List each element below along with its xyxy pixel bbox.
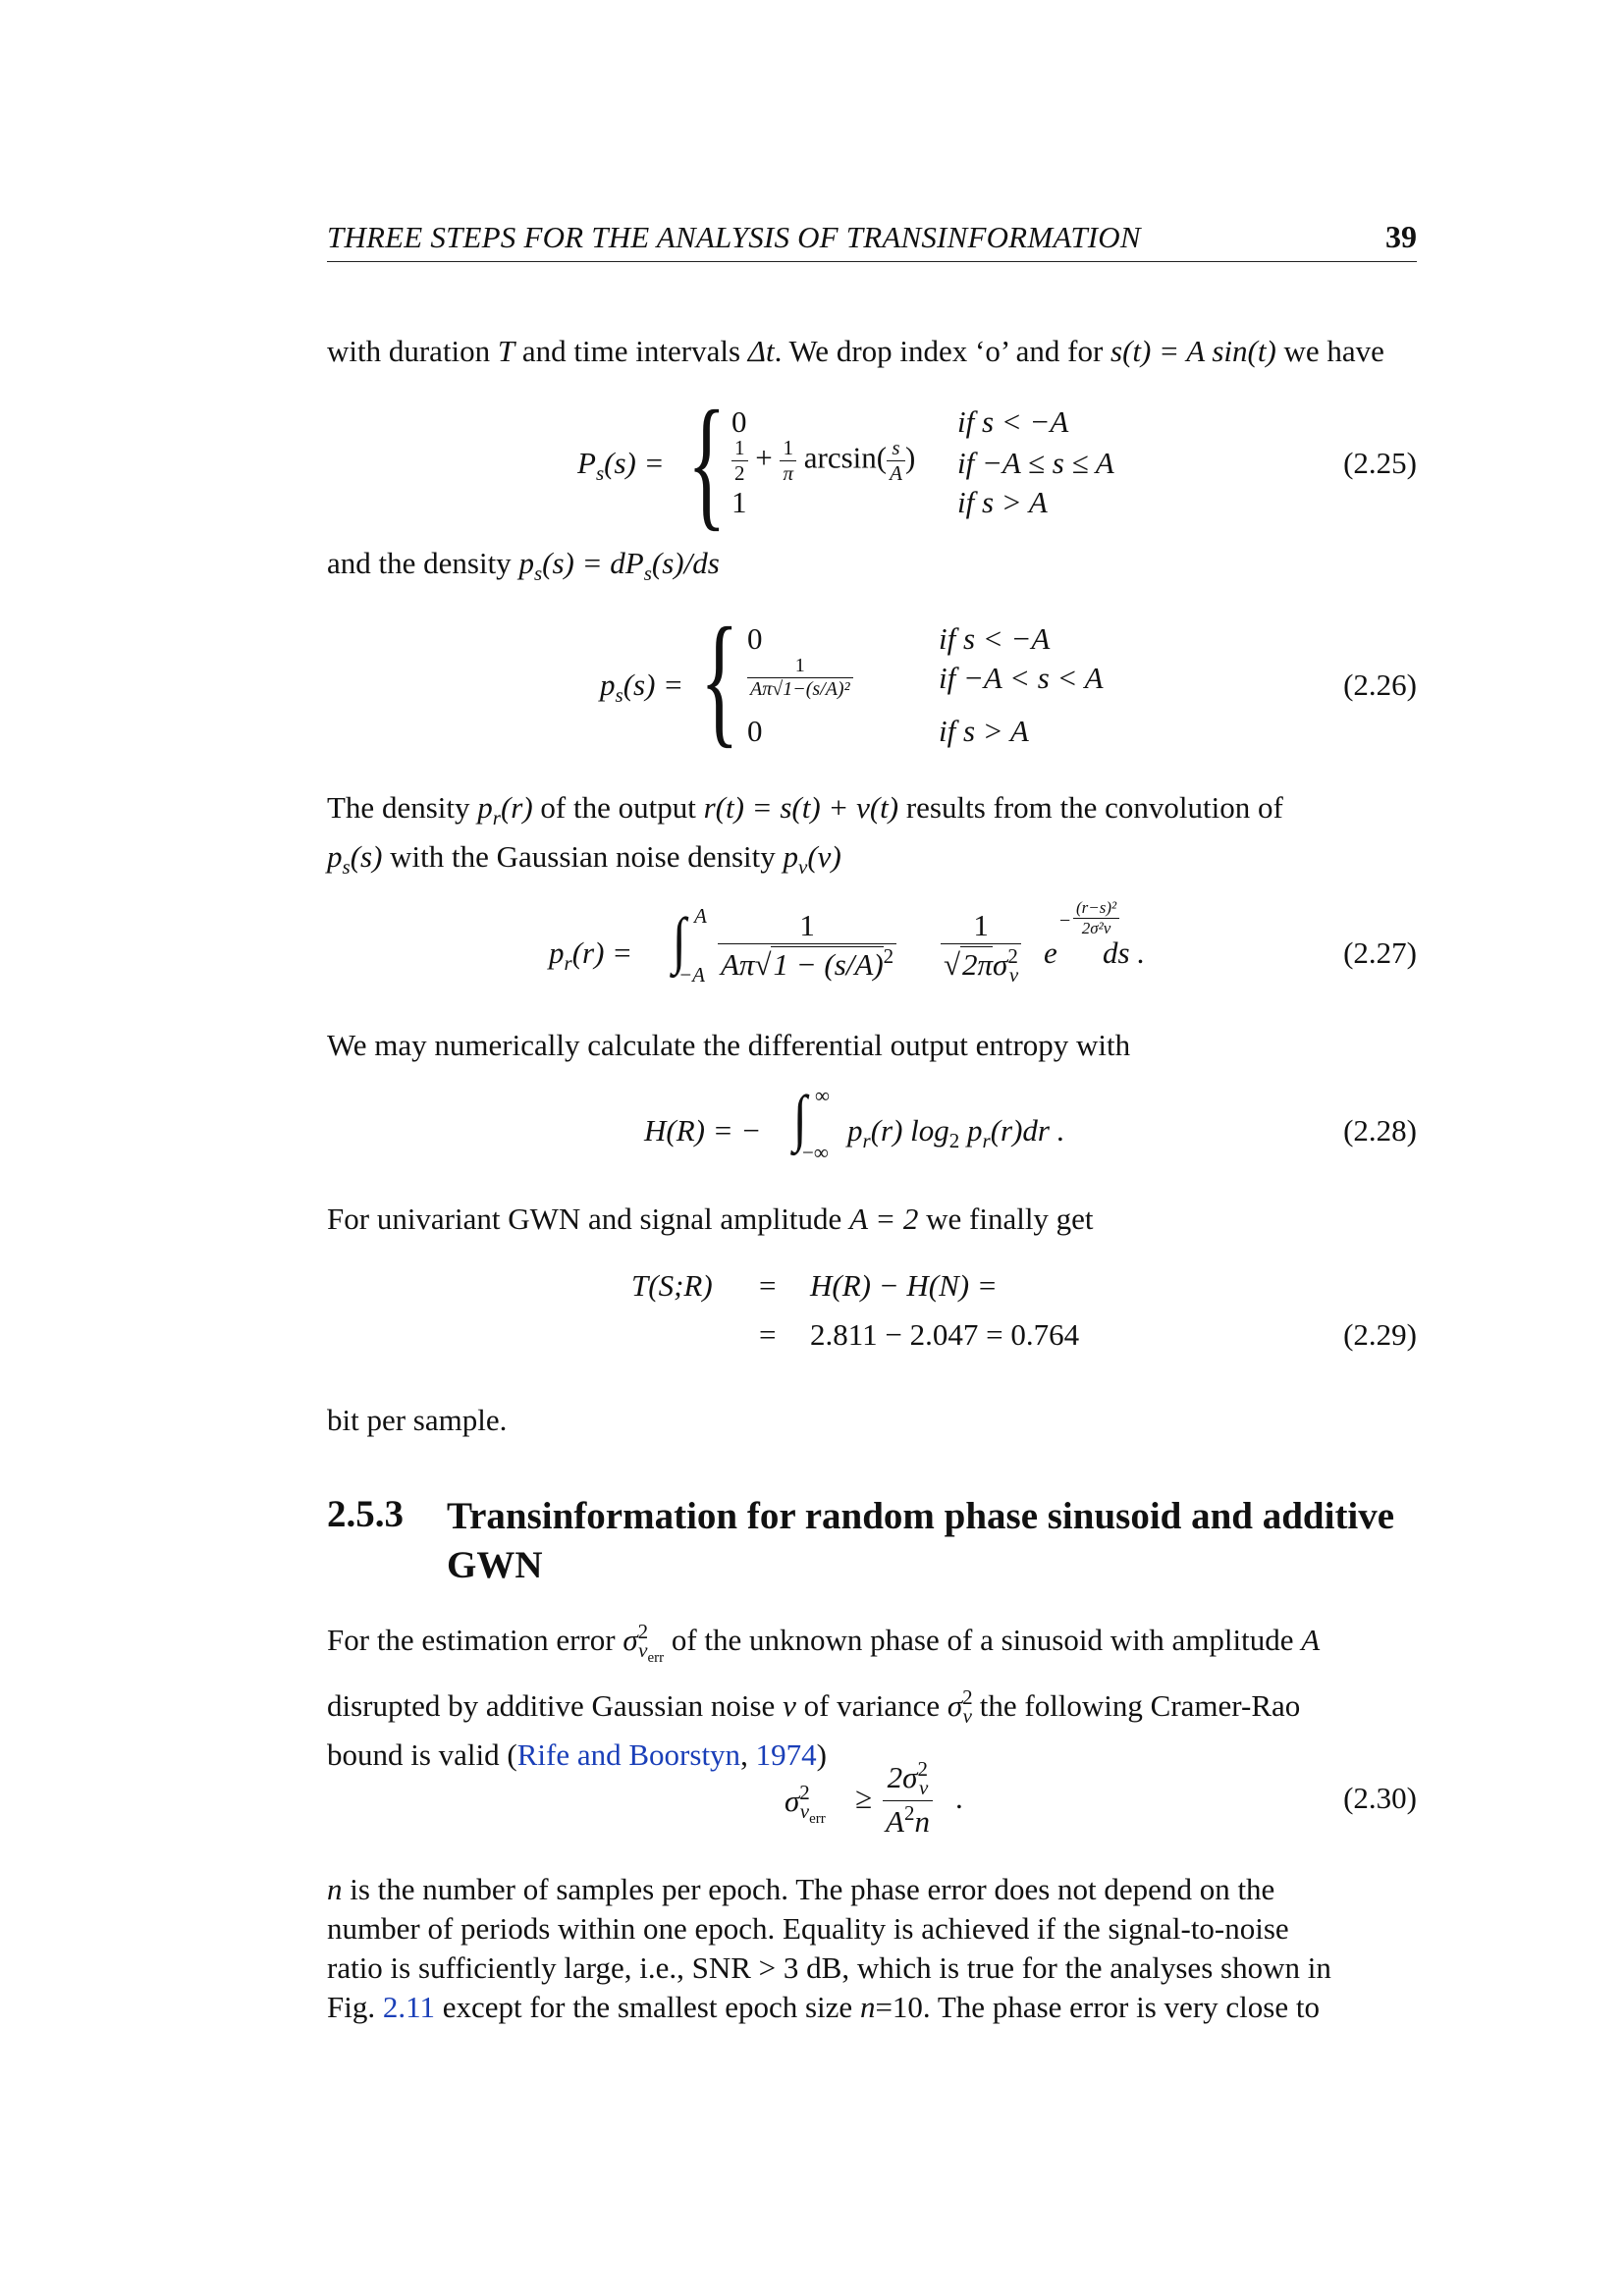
eq-rhs-1: H(R) − H(N) = <box>810 1268 998 1303</box>
paragraph-cramer-rao: For the estimation error $\sigma^2_{\nu err}$ of the unknown phase of a sinusoid with amplitude A disrupted by additive Gaussian noise ν of variance $\sigma^2_\nu$ the following Cramer-Rao bound is valid (Rife and Boorstyn, 1974) <box>327 1620 1321 1772</box>
equation-2-28 <box>327 1083 1417 1176</box>
integral-upper-limit: A <box>694 904 707 928</box>
left-brace: { <box>687 381 727 544</box>
integral-upper-limit: ∞ <box>815 1084 830 1107</box>
equation-number: (2.29) <box>1343 1317 1417 1352</box>
section-title: Transinformation for random phase sinusoid and additive GWN <box>447 1495 1395 1586</box>
math-st: s(t) = A sin(t) <box>1110 334 1276 368</box>
case-2-value: $\frac{1}{\text{Aπ√1−(s/A)²}}$ <box>747 655 853 701</box>
equation-2-30 <box>327 1757 1417 1845</box>
integral-sign: ∫ <box>792 1083 807 1152</box>
text: with duration <box>327 334 498 368</box>
equation-number: (2.26) <box>1343 667 1417 702</box>
figure-reference-link[interactable]: 2.11 <box>382 1990 435 2024</box>
case-3-value: 0 <box>747 714 763 748</box>
equation-2-27 <box>327 898 1417 1006</box>
case-2-value: $\frac{1}{2}$ + $\frac{1}{\pi}$ arcsin( $\frac{s}{A}$ ) <box>731 436 915 486</box>
case-1-condition: if s < −A <box>957 404 1069 439</box>
fraction-1: $\frac{1}{A\pi√1 - (s/A)^2}$ <box>718 908 896 983</box>
eq-tail: . <box>955 1781 963 1815</box>
paragraph-phase-error: n is the number of samples per epoch. The phase error does not depend on the number of periods within one epoch. Equality is achieved if the signal-to-noise ratio is sufficiently large, i.e., SNR > 3 dB, which is true for the analyses shown in Fig. 2.11 except for the smallest epoch size n=10. The phase error is very close to <box>327 1872 1331 2024</box>
paragraph-convolution: The density $p_r(r)$ of the output r(t) = s(t) + ν(t) results from the convolution of $p_s(s)$ with the Gaussian noise density $p_\nu(\nu)$ <box>327 790 1283 879</box>
case-2-condition: if −A ≤ s ≤ A <box>957 446 1114 480</box>
text: we have <box>1275 334 1384 368</box>
equation-2-26 <box>327 598 1417 761</box>
integral-sign: ∫ <box>672 905 686 975</box>
eq-fraction: $\frac{2\sigma^2_\nu}{A^2n}$ <box>883 1757 933 1840</box>
equation-number: (2.25) <box>1343 446 1417 480</box>
paragraph-intro <box>327 332 1417 371</box>
exp-base: e <box>1044 935 1057 970</box>
eq-lhs: T(S;R) <box>631 1268 713 1303</box>
eq-lhs: $p_s(s)$ = <box>600 667 684 707</box>
eq-lhs: $p_r(r)$ = <box>549 935 633 975</box>
equation-number: (2.27) <box>1343 935 1417 970</box>
eq-lhs: $P_s(s)$ = <box>577 446 665 485</box>
running-header <box>327 214 1417 262</box>
case-3-value: 1 <box>731 485 747 519</box>
fraction-2: $\frac{1}{√2\pi\sigma^2_\nu}$ <box>941 908 1021 988</box>
eq-tail: ds . <box>1103 935 1146 970</box>
integrand: $p_r(r)$ $\log_2 p_r(r)dr$ . <box>847 1113 1065 1152</box>
section-number: 2.5.3 <box>327 1493 404 1535</box>
eq-equals-2: = <box>759 1317 777 1352</box>
equation-2-25 <box>327 381 1417 544</box>
equation-number: (2.30) <box>1343 1781 1417 1815</box>
eq-rhs-2: 2.811 − 2.047 = 0.764 <box>810 1317 1080 1352</box>
eq-relation: ≥ <box>855 1781 873 1815</box>
paragraph-density: and the density $p_s(s) = dP_s(s)/ds$ <box>327 546 720 585</box>
text: and time intervals <box>514 334 748 368</box>
integral-lower-limit: −A <box>678 963 705 987</box>
math-T: T <box>497 334 515 368</box>
eq-lhs: H(R) = − <box>644 1113 762 1148</box>
section-heading <box>327 1492 1417 1600</box>
text: . We drop index ‘o’ and for <box>774 334 1111 368</box>
citation-year-link[interactable]: 1974 <box>755 1737 817 1772</box>
integral-lower-limit: −∞ <box>802 1141 829 1164</box>
eq-equals-1: = <box>759 1268 777 1303</box>
page-number: 39 <box>1385 219 1417 254</box>
case-1-value: 0 <box>747 621 763 656</box>
case-1-condition: if s < −A <box>939 621 1051 656</box>
case-2-condition: if −A < s < A <box>939 661 1104 695</box>
header-title: THREE STEPS FOR THE ANALYSIS OF TRANSINFORMATION <box>327 220 1141 254</box>
math-dt: Δt <box>747 334 775 368</box>
citation-authors-link[interactable]: Rife and Boorstyn <box>516 1737 741 1772</box>
case-1-value: 0 <box>731 404 747 439</box>
case-3-condition: if s > A <box>939 714 1029 748</box>
exp-minus: − <box>1059 910 1071 932</box>
equation-number: (2.28) <box>1343 1113 1417 1148</box>
paragraph-univariant: For univariant GWN and signal amplitude A = 2 we finally get <box>327 1201 1094 1236</box>
eq-lhs: $\sigma^2_{\nu err}$ <box>785 1781 826 1827</box>
left-brace: { <box>700 598 739 761</box>
exponent-fraction: $\frac{\text{(r−s)²}}{\text{2σ²ν}}$ <box>1073 898 1119 938</box>
equation-2-29 <box>327 1266 1417 1357</box>
paragraph-entropy: We may numerically calculate the differential output entropy with <box>327 1028 1131 1062</box>
case-3-condition: if s > A <box>957 485 1048 519</box>
paragraph-bit-per-sample: bit per sample. <box>327 1403 508 1437</box>
